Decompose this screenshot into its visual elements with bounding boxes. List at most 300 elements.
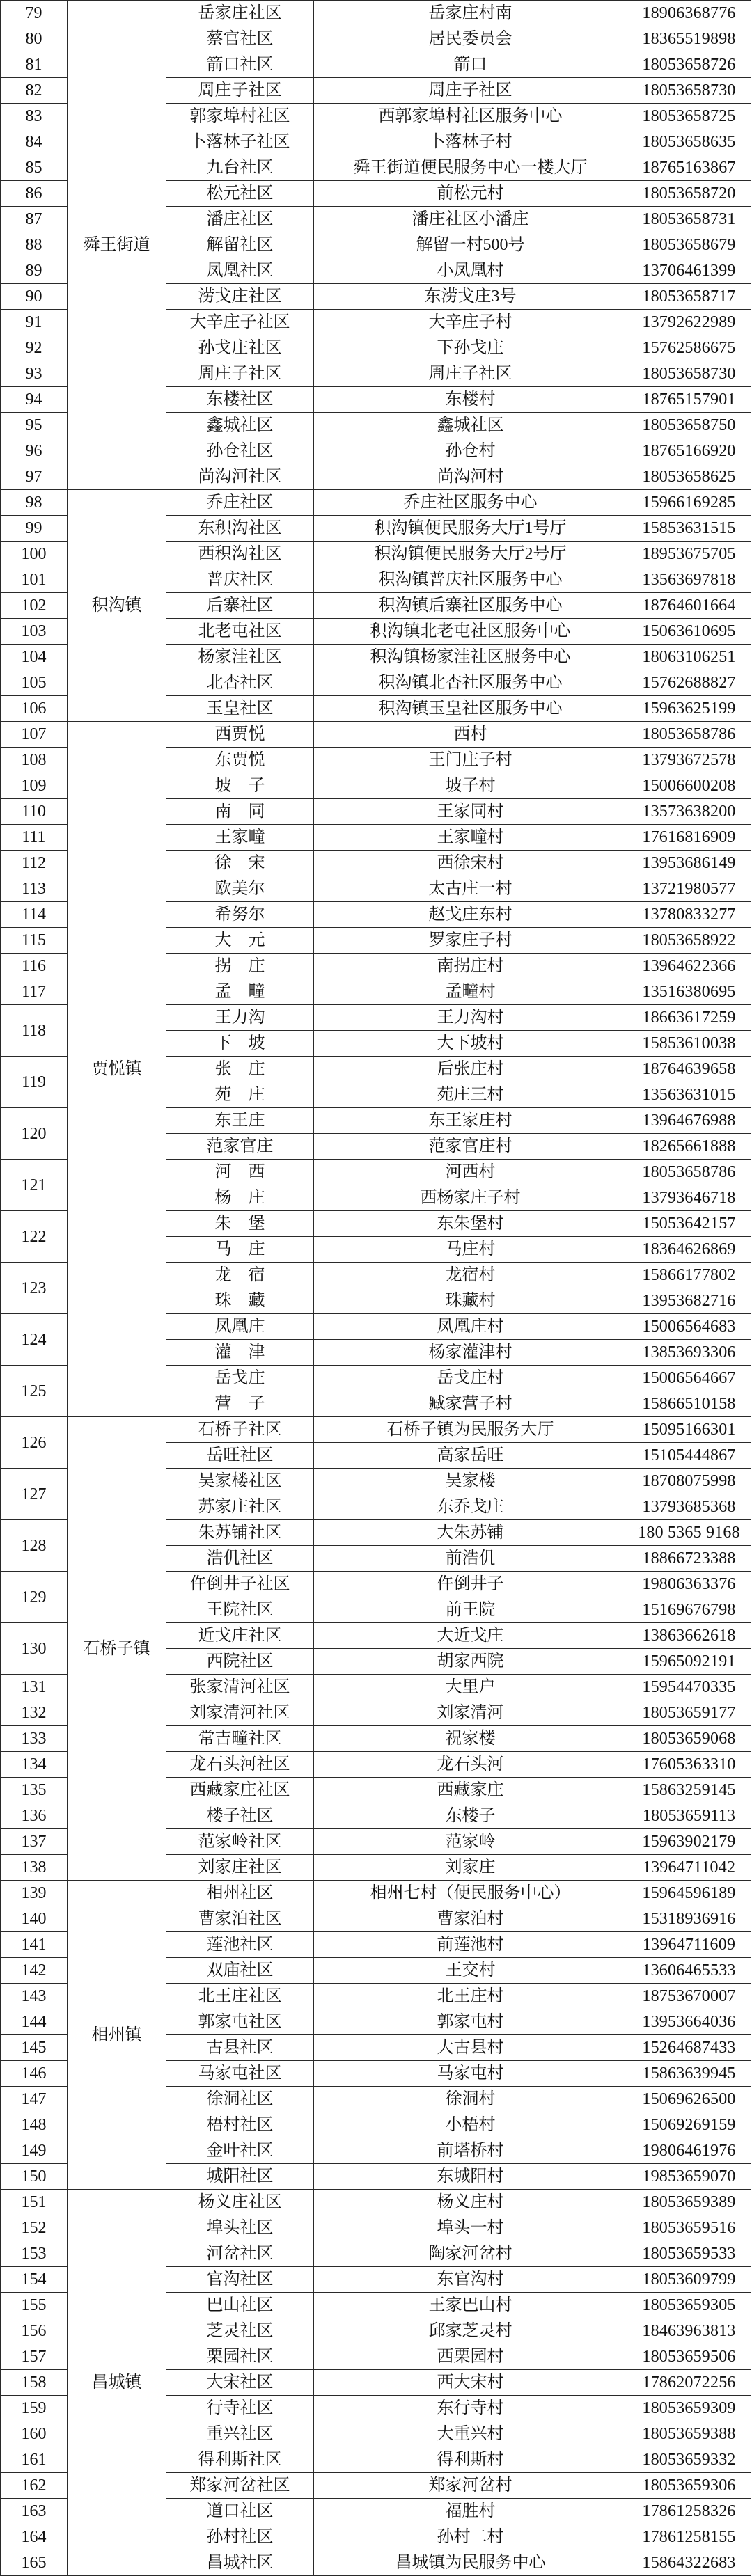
service-location-cell: 王力沟村: [314, 1005, 627, 1031]
service-location-cell: 邱家芝灵村: [314, 2318, 627, 2344]
community-name-cell: 朱 堡: [166, 1211, 314, 1237]
service-location-cell: 西杨家庄子村: [314, 1185, 627, 1211]
service-location-cell: 下孙戈庄: [314, 335, 627, 361]
community-name-cell: 下 坡: [166, 1031, 314, 1057]
phone-number-cell: 15006600208: [627, 773, 751, 799]
phone-number-cell: 18053658726: [627, 52, 751, 78]
service-location-cell: 臧家营子村: [314, 1391, 627, 1417]
service-location-cell: 王门庄子村: [314, 748, 627, 773]
phone-number-cell: 15105444867: [627, 1443, 751, 1469]
community-name-cell: 巴山社区: [166, 2293, 314, 2318]
community-name-cell: 道口社区: [166, 2499, 314, 2524]
service-location-cell: 杨家灌津村: [314, 1340, 627, 1366]
phone-number-cell: 18765163867: [627, 155, 751, 181]
phone-number-cell: 18053658730: [627, 78, 751, 104]
township-cell: 昌城镇: [68, 2190, 166, 2576]
community-name-cell: 城阳社区: [166, 2164, 314, 2190]
row-number-cell: 129: [1, 1572, 68, 1623]
service-location-cell: 昌城镇为民服务中心: [314, 2550, 627, 2576]
community-name-cell: 重兴社区: [166, 2421, 314, 2447]
row-number-cell: 123: [1, 1263, 68, 1314]
phone-number-cell: 13964676988: [627, 1108, 751, 1134]
row-number-cell: 158: [1, 2370, 68, 2396]
community-name-cell: 涝戈庄社区: [166, 284, 314, 310]
community-name-cell: 仵倒井子社区: [166, 1572, 314, 1597]
row-number-cell: 90: [1, 284, 68, 310]
row-number-cell: 141: [1, 1932, 68, 1958]
service-location-cell: 大古县村: [314, 2035, 627, 2061]
community-name-cell: 吴家楼社区: [166, 1469, 314, 1494]
row-number-cell: 105: [1, 670, 68, 696]
phone-number-cell: 18053658750: [627, 413, 751, 438]
community-name-cell: 凤凰庄: [166, 1314, 314, 1340]
phone-number-cell: 18053658625: [627, 464, 751, 490]
service-location-cell: 东行寺村: [314, 2396, 627, 2421]
row-number-cell: 89: [1, 258, 68, 284]
phone-number-cell: 15069626500: [627, 2087, 751, 2112]
row-number-cell: 149: [1, 2138, 68, 2164]
phone-number-cell: 18708075998: [627, 1469, 751, 1494]
service-location-cell: 前松元村: [314, 181, 627, 207]
service-location-cell: 苑庄三村: [314, 1082, 627, 1108]
service-location-cell: 东乔戈庄: [314, 1494, 627, 1520]
community-name-cell: 张家清河社区: [166, 1675, 314, 1700]
service-location-cell: 福胜村: [314, 2499, 627, 2524]
community-name-cell: 卜落林子社区: [166, 129, 314, 155]
row-number-cell: 147: [1, 2087, 68, 2112]
service-location-cell: 乔庄社区服务中心: [314, 490, 627, 516]
community-name-cell: 芝灵社区: [166, 2318, 314, 2344]
row-number-cell: 150: [1, 2164, 68, 2190]
table-row: [1, 722, 751, 748]
service-location-cell: 岳家庄村南: [314, 1, 627, 26]
community-name-cell: 西积沟社区: [166, 542, 314, 567]
row-number-cell: 140: [1, 1906, 68, 1932]
community-name-cell: 潘庄社区: [166, 207, 314, 232]
phone-number-cell: 18053659177: [627, 1700, 751, 1726]
service-location-cell: 珠藏村: [314, 1288, 627, 1314]
row-number-cell: 125: [1, 1366, 68, 1417]
service-location-cell: 西栗园村: [314, 2344, 627, 2370]
phone-number-cell: 18053659332: [627, 2447, 751, 2473]
township-cell: 舜王街道: [68, 1, 166, 490]
phone-number-cell: 19853659070: [627, 2164, 751, 2190]
phone-number-cell: 13953664036: [627, 2009, 751, 2035]
community-name-cell: 北老屯社区: [166, 619, 314, 645]
phone-number-cell: 15863639945: [627, 2061, 751, 2087]
community-name-cell: 近戈庄社区: [166, 1623, 314, 1649]
community-name-cell: 郭家屯社区: [166, 2009, 314, 2035]
service-location-cell: 马庄村: [314, 1237, 627, 1263]
phone-number-cell: 13964711042: [627, 1855, 751, 1881]
phone-number-cell: 15964596189: [627, 1881, 751, 1906]
service-location-cell: 杨义庄村: [314, 2190, 627, 2215]
phone-number-cell: 15954470335: [627, 1675, 751, 1700]
phone-number-cell: 18663617259: [627, 1005, 751, 1031]
row-number-cell: 109: [1, 773, 68, 799]
community-name-cell: 楼子社区: [166, 1803, 314, 1829]
community-name-cell: 相州社区: [166, 1881, 314, 1906]
service-location-cell: 罗家庄子村: [314, 928, 627, 954]
phone-number-cell: 18053658679: [627, 232, 751, 258]
service-location-cell: 岳戈庄村: [314, 1366, 627, 1391]
service-location-cell: 郑家河岔村: [314, 2473, 627, 2499]
community-name-cell: 杨家洼社区: [166, 645, 314, 670]
community-name-cell: 大宋社区: [166, 2370, 314, 2396]
community-name-cell: 苑 庄: [166, 1082, 314, 1108]
service-location-cell: 西郭家埠村社区服务中心: [314, 104, 627, 129]
row-number-cell: 116: [1, 954, 68, 979]
service-location-cell: 尚沟河村: [314, 464, 627, 490]
table-row: [1, 1417, 751, 1443]
row-number-cell: 107: [1, 722, 68, 748]
row-number-cell: 122: [1, 1211, 68, 1263]
community-name-cell: 范家岭社区: [166, 1829, 314, 1855]
community-name-cell: 王力沟: [166, 1005, 314, 1031]
service-location-cell: 大朱苏铺: [314, 1520, 627, 1546]
phone-number-cell: 15866510158: [627, 1391, 751, 1417]
community-name-cell: 北王庄社区: [166, 1984, 314, 2009]
service-location-cell: 刘家庄: [314, 1855, 627, 1881]
service-location-cell: 周庄子社区: [314, 361, 627, 387]
community-name-cell: 灌 津: [166, 1340, 314, 1366]
row-number-cell: 161: [1, 2447, 68, 2473]
phone-number-cell: 15006564667: [627, 1366, 751, 1391]
row-number-cell: 113: [1, 876, 68, 902]
phone-number-cell: 18053659389: [627, 2190, 751, 2215]
service-location-cell: 相州七村（便民服务中心）: [314, 1881, 627, 1906]
community-name-cell: 解留社区: [166, 232, 314, 258]
phone-number-cell: 13792622989: [627, 310, 751, 335]
row-number-cell: 98: [1, 490, 68, 516]
phone-number-cell: 17861258155: [627, 2524, 751, 2550]
community-name-cell: 东楼社区: [166, 387, 314, 413]
community-name-cell: 北杏社区: [166, 670, 314, 696]
row-number-cell: 95: [1, 413, 68, 438]
community-name-cell: 周庄子社区: [166, 78, 314, 104]
row-number-cell: 103: [1, 619, 68, 645]
row-number-cell: 136: [1, 1803, 68, 1829]
phone-number-cell: 15063610695: [627, 619, 751, 645]
row-number-cell: 135: [1, 1778, 68, 1803]
row-number-cell: 101: [1, 567, 68, 593]
row-number-cell: 81: [1, 52, 68, 78]
service-location-cell: 解留一村500号: [314, 232, 627, 258]
row-number-cell: 121: [1, 1160, 68, 1211]
row-number-cell: 93: [1, 361, 68, 387]
community-name-cell: 杨义庄社区: [166, 2190, 314, 2215]
phone-number-cell: 18364626869: [627, 1237, 751, 1263]
service-location-cell: 范家官庄村: [314, 1134, 627, 1160]
community-name-cell: 普庆社区: [166, 567, 314, 593]
row-number-cell: 163: [1, 2499, 68, 2524]
phone-number-cell: 13853693306: [627, 1340, 751, 1366]
service-location-cell: 胡家西院: [314, 1649, 627, 1675]
phone-number-cell: 13721980577: [627, 876, 751, 902]
row-number-cell: 156: [1, 2318, 68, 2344]
phone-number-cell: 18265661888: [627, 1134, 751, 1160]
community-name-cell: 杨 庄: [166, 1185, 314, 1211]
phone-number-cell: 17605363310: [627, 1752, 751, 1778]
community-name-cell: 得利斯社区: [166, 2447, 314, 2473]
community-name-cell: 石桥子社区: [166, 1417, 314, 1443]
phone-number-cell: 18053609799: [627, 2267, 751, 2293]
phone-number-cell: 18053658731: [627, 207, 751, 232]
phone-number-cell: 19806461976: [627, 2138, 751, 2164]
service-location-cell: 西大宋村: [314, 2370, 627, 2396]
phone-number-cell: 15762688827: [627, 670, 751, 696]
community-name-cell: 孙仓社区: [166, 438, 314, 464]
phone-number-cell: 15853610038: [627, 1031, 751, 1057]
community-name-cell: 西贾悦: [166, 722, 314, 748]
service-location-cell: 凤凰庄村: [314, 1314, 627, 1340]
phone-number-cell: 13964711609: [627, 1932, 751, 1958]
community-name-cell: 栗园社区: [166, 2344, 314, 2370]
phone-number-cell: 13793672578: [627, 748, 751, 773]
phone-number-cell: 15963625199: [627, 696, 751, 722]
phone-number-cell: 15966169285: [627, 490, 751, 516]
service-location-cell: 王家疃村: [314, 825, 627, 851]
row-number-cell: 144: [1, 2009, 68, 2035]
phone-number-cell: 18463963813: [627, 2318, 751, 2344]
phone-number-cell: 18053659506: [627, 2344, 751, 2370]
service-location-cell: 东城阳村: [314, 2164, 627, 2190]
service-location-cell: 大近戈庄: [314, 1623, 627, 1649]
service-location-cell: 刘家清河: [314, 1700, 627, 1726]
phone-number-cell: 15866177802: [627, 1263, 751, 1288]
row-number-cell: 106: [1, 696, 68, 722]
phone-number-cell: 18053658786: [627, 1160, 751, 1185]
row-number-cell: 152: [1, 2215, 68, 2241]
row-number-cell: 102: [1, 593, 68, 619]
row-number-cell: 85: [1, 155, 68, 181]
service-location-cell: 东王家庄村: [314, 1108, 627, 1134]
service-location-cell: 王交村: [314, 1958, 627, 1984]
row-number-cell: 120: [1, 1108, 68, 1160]
service-location-cell: 南拐庄村: [314, 954, 627, 979]
service-location-cell: 吴家楼: [314, 1469, 627, 1494]
phone-number-cell: 18053658786: [627, 722, 751, 748]
phone-number-cell: 18764639658: [627, 1057, 751, 1082]
community-name-cell: 西院社区: [166, 1649, 314, 1675]
service-location-cell: 大辛庄子村: [314, 310, 627, 335]
row-number-cell: 86: [1, 181, 68, 207]
community-name-cell: 朱苏铺社区: [166, 1520, 314, 1546]
service-location-cell: 范家岭: [314, 1829, 627, 1855]
community-name-cell: 刘家庄社区: [166, 1855, 314, 1881]
row-number-cell: 130: [1, 1623, 68, 1675]
service-location-cell: 大下坡村: [314, 1031, 627, 1057]
community-name-cell: 古县社区: [166, 2035, 314, 2061]
phone-number-cell: 15006564683: [627, 1314, 751, 1340]
row-number-cell: 91: [1, 310, 68, 335]
service-location-cell: 前浩仉: [314, 1546, 627, 1572]
row-number-cell: 124: [1, 1314, 68, 1366]
row-number-cell: 88: [1, 232, 68, 258]
phone-number-cell: 15095166301: [627, 1417, 751, 1443]
phone-number-cell: 18866723388: [627, 1546, 751, 1572]
phone-number-cell: 13516380695: [627, 979, 751, 1005]
row-number-cell: 119: [1, 1057, 68, 1108]
phone-number-cell: 15053642157: [627, 1211, 751, 1237]
row-number-cell: 143: [1, 1984, 68, 2009]
community-name-cell: 珠 藏: [166, 1288, 314, 1314]
row-number-cell: 164: [1, 2524, 68, 2550]
service-location-cell: 曹家泊村: [314, 1906, 627, 1932]
community-name-cell: 东积沟社区: [166, 516, 314, 542]
community-name-cell: 范家官庄: [166, 1134, 314, 1160]
row-number-cell: 131: [1, 1675, 68, 1700]
phone-number-cell: 18053659113: [627, 1803, 751, 1829]
row-number-cell: 83: [1, 104, 68, 129]
community-name-cell: 岳戈庄: [166, 1366, 314, 1391]
row-number-cell: 96: [1, 438, 68, 464]
phone-number-cell: 18053658720: [627, 181, 751, 207]
service-location-cell: 东官沟村: [314, 2267, 627, 2293]
row-number-cell: 146: [1, 2061, 68, 2087]
community-name-cell: 龙 宿: [166, 1263, 314, 1288]
community-name-cell: 乔庄社区: [166, 490, 314, 516]
row-number-cell: 154: [1, 2267, 68, 2293]
service-location-cell: 小梧村: [314, 2112, 627, 2138]
community-name-cell: 营 子: [166, 1391, 314, 1417]
row-number-cell: 142: [1, 1958, 68, 1984]
phone-number-cell: 17861258326: [627, 2499, 751, 2524]
row-number-cell: 160: [1, 2421, 68, 2447]
community-name-cell: 王院社区: [166, 1597, 314, 1623]
row-number-cell: 92: [1, 335, 68, 361]
service-location-cell: 积沟镇北老屯社区服务中心: [314, 619, 627, 645]
service-location-cell: 舜王街道便民服务中心一楼大厅: [314, 155, 627, 181]
service-location-cell: 积沟镇杨家洼社区服务中心: [314, 645, 627, 670]
community-name-cell: 梧村社区: [166, 2112, 314, 2138]
row-number-cell: 114: [1, 902, 68, 928]
service-location-cell: 太古庄一村: [314, 876, 627, 902]
phone-number-cell: 19806363376: [627, 1572, 751, 1597]
row-number-cell: 155: [1, 2293, 68, 2318]
phone-number-cell: 13953686149: [627, 851, 751, 876]
service-location-cell: 前莲池村: [314, 1932, 627, 1958]
row-number-cell: 115: [1, 928, 68, 954]
township-cell: 相州镇: [68, 1881, 166, 2190]
community-name-cell: 莲池社区: [166, 1932, 314, 1958]
service-location-cell: 西藏家庄: [314, 1778, 627, 1803]
service-location-cell: 鑫城社区: [314, 413, 627, 438]
community-name-cell: 郑家河岔社区: [166, 2473, 314, 2499]
phone-number-cell: 15169676798: [627, 1597, 751, 1623]
community-name-cell: 龙石头河社区: [166, 1752, 314, 1778]
phone-number-cell: 13863662618: [627, 1623, 751, 1649]
community-name-cell: 东贾悦: [166, 748, 314, 773]
row-number-cell: 110: [1, 799, 68, 825]
service-location-cell: 仵倒井子: [314, 1572, 627, 1597]
community-name-cell: 孟 疃: [166, 979, 314, 1005]
phone-number-cell: 18764601664: [627, 593, 751, 619]
service-location-cell: 徐洞村: [314, 2087, 627, 2112]
service-location-cell: 小凤凰村: [314, 258, 627, 284]
phone-number-cell: 18053658730: [627, 361, 751, 387]
service-location-cell: 居民委员会: [314, 26, 627, 52]
row-number-cell: 99: [1, 516, 68, 542]
community-name-cell: 双庙社区: [166, 1958, 314, 1984]
community-name-cell: 东王庄: [166, 1108, 314, 1134]
phone-number-cell: 13563697818: [627, 567, 751, 593]
phone-number-cell: 17616816909: [627, 825, 751, 851]
phone-number-cell: 18053659306: [627, 2473, 751, 2499]
service-location-cell: 积沟镇后寨社区服务中心: [314, 593, 627, 619]
phone-number-cell: 15853631515: [627, 516, 751, 542]
service-location-cell: 孙仓村: [314, 438, 627, 464]
service-location-cell: 北王庄村: [314, 1984, 627, 2009]
row-number-cell: 148: [1, 2112, 68, 2138]
phone-number-cell: 15318936916: [627, 1906, 751, 1932]
row-number-cell: 100: [1, 542, 68, 567]
row-number-cell: 84: [1, 129, 68, 155]
community-name-cell: 孙戈庄社区: [166, 335, 314, 361]
row-number-cell: 94: [1, 387, 68, 413]
community-name-cell: 马 庄: [166, 1237, 314, 1263]
township-cell: 石桥子镇: [68, 1417, 166, 1881]
service-location-cell: 前王院: [314, 1597, 627, 1623]
row-number-cell: 159: [1, 2396, 68, 2421]
service-location-cell: 潘庄社区小潘庄: [314, 207, 627, 232]
service-location-cell: 积沟镇便民服务大厅1号厅: [314, 516, 627, 542]
service-location-cell: 祝家楼: [314, 1726, 627, 1752]
phone-number-cell: 18053659533: [627, 2241, 751, 2267]
phone-number-cell: 13706461399: [627, 258, 751, 284]
service-location-cell: 箭口: [314, 52, 627, 78]
service-location-cell: 积沟镇北杏社区服务中心: [314, 670, 627, 696]
community-name-cell: 大 元: [166, 928, 314, 954]
row-number-cell: 157: [1, 2344, 68, 2370]
table-body: [1, 1, 751, 2576]
phone-number-cell: 13563631015: [627, 1082, 751, 1108]
table-row: [1, 1, 751, 26]
phone-number-cell: 18053658922: [627, 928, 751, 954]
row-number-cell: 134: [1, 1752, 68, 1778]
community-name-cell: 郭家埠村社区: [166, 104, 314, 129]
phone-number-cell: 18053659516: [627, 2215, 751, 2241]
row-number-cell: 117: [1, 979, 68, 1005]
row-number-cell: 111: [1, 825, 68, 851]
community-name-cell: 河岔社区: [166, 2241, 314, 2267]
phone-number-cell: 18053659309: [627, 2396, 751, 2421]
service-location-cell: 高家岳旺: [314, 1443, 627, 1469]
row-number-cell: 79: [1, 1, 68, 26]
service-location-cell: 龙石头河: [314, 1752, 627, 1778]
service-location-cell: 积沟镇玉皇社区服务中心: [314, 696, 627, 722]
community-name-cell: 尚沟河社区: [166, 464, 314, 490]
row-number-cell: 97: [1, 464, 68, 490]
phone-number-cell: 13573638200: [627, 799, 751, 825]
community-name-cell: 埠头社区: [166, 2215, 314, 2241]
service-location-cell: 东楼村: [314, 387, 627, 413]
community-name-cell: 西藏家庄社区: [166, 1778, 314, 1803]
phone-number-cell: 18053659305: [627, 2293, 751, 2318]
phone-number-cell: 15069269159: [627, 2112, 751, 2138]
community-name-cell: 希努尔: [166, 902, 314, 928]
row-number-cell: 104: [1, 645, 68, 670]
phone-number-cell: 180 5365 9168: [627, 1520, 751, 1546]
service-location-cell: 西村: [314, 722, 627, 748]
phone-number-cell: 18053659068: [627, 1726, 751, 1752]
service-location-cell: 积沟镇便民服务大厅2号厅: [314, 542, 627, 567]
service-location-cell: 赵戈庄东村: [314, 902, 627, 928]
community-name-cell: 松元社区: [166, 181, 314, 207]
phone-number-cell: 13780833277: [627, 902, 751, 928]
row-number-cell: 128: [1, 1520, 68, 1572]
community-name-cell: 昌城社区: [166, 2550, 314, 2576]
